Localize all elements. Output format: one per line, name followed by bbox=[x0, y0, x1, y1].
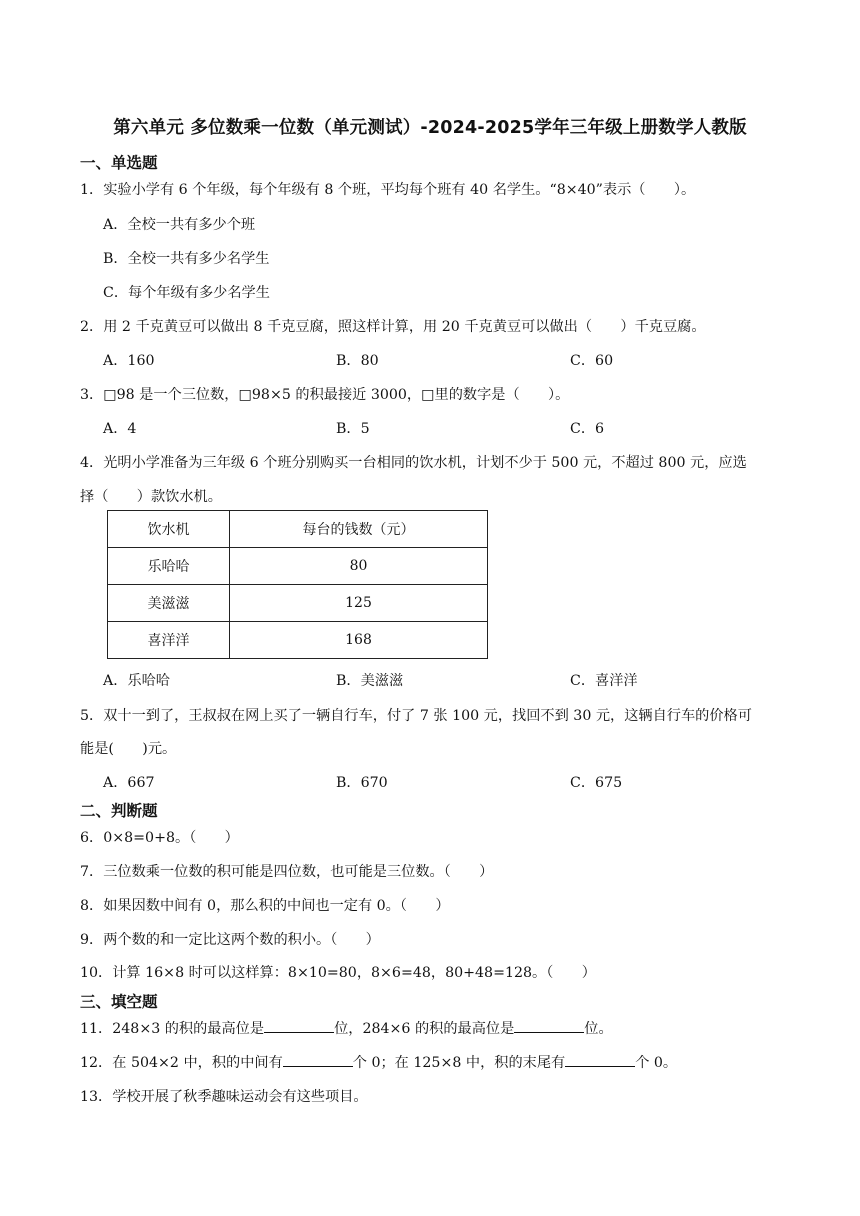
answer-blank[interactable] bbox=[514, 1018, 584, 1033]
question-5-stem-line-2: 能是( )元。 bbox=[80, 741, 177, 757]
table-header-row bbox=[108, 511, 488, 548]
question-4-option-c: C．喜洋洋 bbox=[570, 673, 638, 689]
question-4-stem-line-1: 4．光明小学准备为三年级 6 个班分别购买一台相同的饮水机，计划不少于 500 元，不超过 800 元，应选 bbox=[80, 455, 747, 471]
question-10: 10．计算 16×8 时可以这样算：8×10=80，8×6=48，80+48=128。（ ） bbox=[80, 965, 596, 981]
question-6: 6．0×8=0+8。（ ） bbox=[80, 830, 239, 846]
question-11-part-1: 11．248×3 的积的最高位是 bbox=[80, 1021, 265, 1037]
question-5-stem-line-1: 5．双十一到了，王叔叔在网上买了一辆自行车，付了 7 张 100 元，找回不到 30 元，这辆自行车的价格可 bbox=[80, 708, 752, 724]
answer-blank[interactable] bbox=[264, 1018, 334, 1033]
question-12-part-3: 个 0。 bbox=[635, 1055, 678, 1071]
answer-blank[interactable] bbox=[283, 1052, 353, 1067]
table-row bbox=[108, 548, 488, 585]
question-13: 13．学校开展了秋季趣味运动会有这些项目。 bbox=[80, 1089, 368, 1105]
table-row bbox=[108, 622, 488, 659]
question-4-stem-line-2: 择（ ）款饮水机。 bbox=[80, 489, 222, 505]
question-2-option-c: C．60 bbox=[570, 353, 614, 369]
question-5-option-a: A．667 bbox=[103, 775, 155, 791]
table-cell: 168 bbox=[230, 622, 488, 659]
question-3-option-c: C．6 bbox=[570, 421, 605, 437]
question-2-option-a: A．160 bbox=[103, 353, 155, 369]
question-9: 9．两个数的和一定比这两个数的积小。（ ） bbox=[80, 932, 380, 948]
question-12-part-1: 12．在 504×2 中，积的中间有 bbox=[80, 1055, 283, 1071]
page-title: 第六单元 多位数乘一位数（单元测试）-2024-2025学年三年级上册数学人教版 bbox=[113, 118, 747, 138]
question-3-option-b: B．5 bbox=[336, 421, 370, 437]
question-4-option-b: B．美滋滋 bbox=[336, 673, 404, 689]
question-12-part-2: 个 0；在 125×8 中，积的末尾有 bbox=[352, 1055, 566, 1071]
table-row bbox=[108, 585, 488, 622]
table-cell: 80 bbox=[230, 548, 488, 585]
question-1-option-c: C．每个年级有多少名学生 bbox=[103, 285, 270, 301]
question-12 bbox=[80, 1052, 677, 1072]
table-header-cell: 每台的钱数（元） bbox=[230, 511, 488, 548]
water-dispenser-price-table bbox=[107, 510, 488, 659]
answer-blank[interactable] bbox=[565, 1052, 635, 1067]
question-7: 7．三位数乘一位数的积可能是四位数，也可能是三位数。（ ） bbox=[80, 864, 494, 880]
question-2-stem: 2．用 2 千克黄豆可以做出 8 千克豆腐，照这样计算，用 20 千克黄豆可以做出（ ）千克豆腐。 bbox=[80, 319, 706, 335]
question-4-option-a: A．乐哈哈 bbox=[103, 673, 170, 689]
section-heading-fill-in: 三、填空题 bbox=[80, 993, 158, 1011]
table-cell: 美滋滋 bbox=[108, 585, 230, 622]
question-2-option-b: B．80 bbox=[336, 353, 379, 369]
question-11-part-3: 位。 bbox=[584, 1021, 613, 1037]
question-3-stem: 3．□98 是一个三位数，□98×5 的积最接近 3000，□里的数字是（ ）。 bbox=[80, 387, 570, 403]
question-1-stem: 1．实验小学有 6 个年级，每个年级有 8 个班，平均每个班有 40 名学生。“8×40”表示（ ）。 bbox=[80, 182, 696, 198]
table-header-cell: 饮水机 bbox=[108, 511, 230, 548]
table-cell: 乐哈哈 bbox=[108, 548, 230, 585]
question-5-option-c: C．675 bbox=[570, 775, 623, 791]
section-heading-true-false: 二、判断题 bbox=[80, 802, 158, 820]
section-heading-single-choice: 一、单选题 bbox=[80, 154, 158, 172]
table-cell: 喜洋洋 bbox=[108, 622, 230, 659]
question-1-option-a: A．全校一共有多少个班 bbox=[103, 217, 256, 233]
question-5-option-b: B．670 bbox=[336, 775, 388, 791]
question-11-part-2: 位，284×6 的积的最高位是 bbox=[334, 1021, 515, 1037]
question-3-option-a: A．4 bbox=[103, 421, 137, 437]
question-1-option-b: B．全校一共有多少名学生 bbox=[103, 251, 270, 267]
question-8: 8．如果因数中间有 0，那么积的中间也一定有 0。（ ） bbox=[80, 898, 450, 914]
table-cell: 125 bbox=[230, 585, 488, 622]
question-11 bbox=[80, 1018, 613, 1038]
